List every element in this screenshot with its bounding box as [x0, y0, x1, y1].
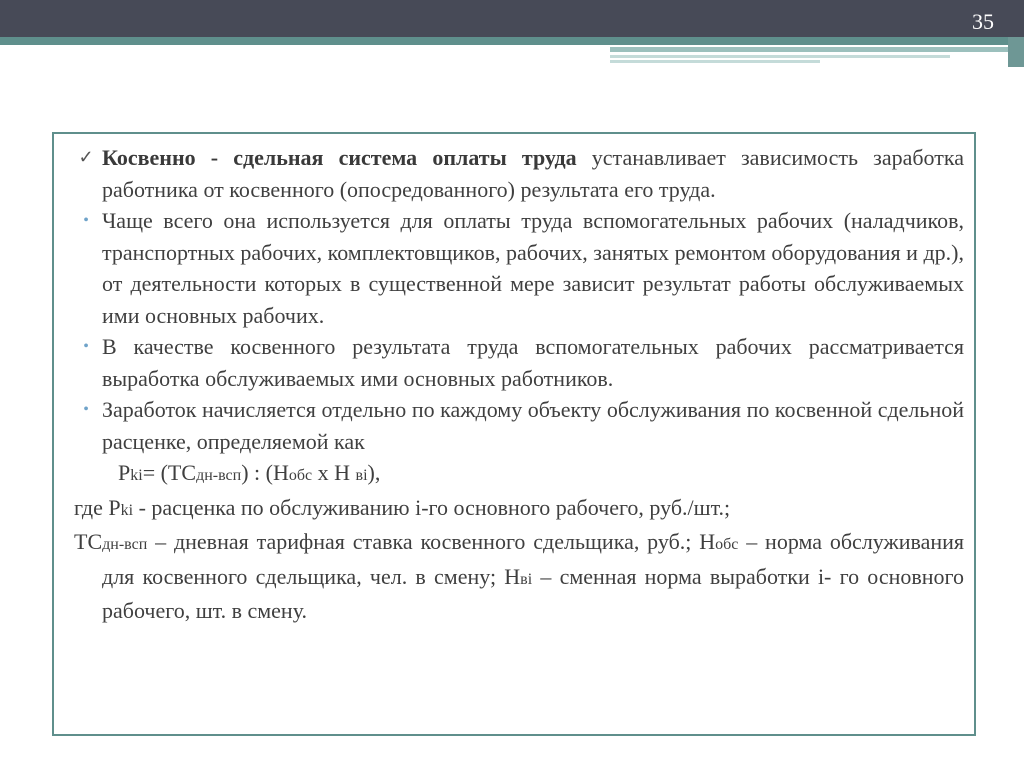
header-accent-band	[0, 37, 1008, 45]
bullet-text: Заработок начисляется отдельно по каждому объекту обслуживания по косвенной сдельной расценке, определяемой как	[102, 397, 964, 454]
def-sub: обс	[715, 536, 739, 553]
bullet-paragraph	[74, 205, 964, 331]
term-bold: Косвенно - сдельная система оплаты труда	[102, 145, 577, 170]
where-sub: ki	[120, 501, 134, 519]
bullet-paragraph	[74, 331, 964, 394]
header-decor-line	[610, 55, 950, 58]
bullet-paragraph	[74, 394, 964, 457]
header-decor-line	[610, 60, 820, 63]
bullet-icon: •	[83, 212, 89, 229]
formula-sub: ki	[130, 467, 143, 484]
bullet-icon: •	[83, 338, 89, 355]
def-part: – сменная норма выработки i- го основного рабочего, шт. в смену.	[102, 563, 964, 623]
content-box	[52, 132, 976, 736]
header-decor-line	[610, 47, 1008, 52]
bullet-text: Чаще всего она используется для оплаты труда вспомогательных рабочих (наладчиков, транспортных рабочих, комплектовщиков, рабочих, занятых ремонтом оборудования и др.), от деятельности которых в существенной мере зависит результат работы обслуживаемых ими основных рабочих.	[102, 208, 964, 328]
slide-number: 35	[972, 9, 994, 34]
header-accent-corner	[1008, 37, 1024, 67]
formula-part: х Н	[312, 460, 356, 485]
header-bar	[0, 0, 1024, 37]
def-sub: дн-всп	[102, 536, 148, 553]
where-line	[74, 492, 964, 527]
formula-sub: вi	[355, 467, 368, 484]
formula-part: ) : (Н	[241, 460, 289, 485]
checkmark-icon: ✓	[78, 147, 94, 167]
where-part: где Р	[74, 494, 121, 520]
bullet-text: В качестве косвенного результата труда вспомогательных рабочих рассматривается выработка обслуживаемых ими основных работников.	[102, 334, 964, 391]
def-part: ТС	[74, 529, 103, 554]
where-part: - расценка по обслуживанию i-го основного рабочего, руб./шт.;	[133, 494, 731, 520]
bullet-icon: •	[83, 401, 89, 418]
formula-part: = (ТС	[142, 460, 197, 485]
def-sub: вi	[520, 570, 533, 588]
formula-part: P	[118, 460, 131, 485]
formula	[74, 457, 964, 492]
formula-part: ),	[367, 460, 381, 485]
def-part: – норма обслуживания для косвенного сдельщика, чел. в смену; Н	[102, 529, 965, 589]
def-part: – дневная тарифная ставка косвенного сдельщика, руб.; Н	[147, 529, 716, 554]
definitions-paragraph	[74, 526, 964, 627]
formula-sub: обс	[288, 467, 313, 484]
definition-text: устанавливает зависимость заработка работника от косвенного (опосредованного) результата его труда.	[102, 145, 965, 202]
formula-sub: дн-всп	[196, 467, 242, 484]
paragraph-definition	[74, 142, 964, 205]
